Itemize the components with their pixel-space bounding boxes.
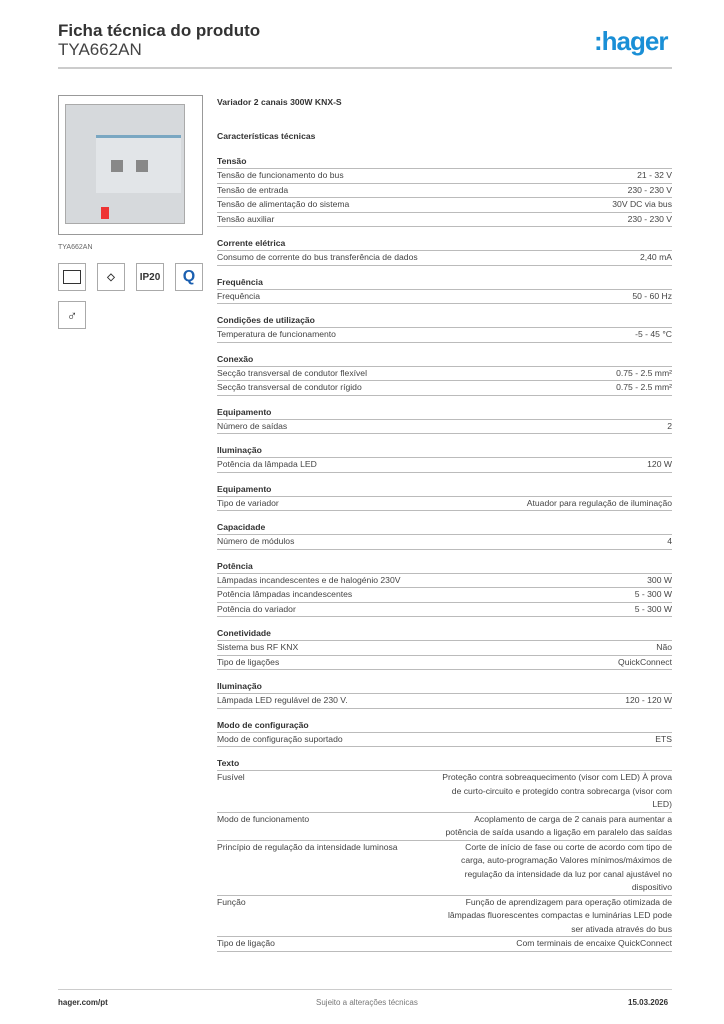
spec-value: Atuador para regulação de iluminação xyxy=(526,497,672,508)
section-heading: Iluminação xyxy=(217,680,672,694)
spec-value: 21 - 32 V xyxy=(637,170,672,180)
section-heading: Capacidade xyxy=(217,521,672,535)
spec-section xyxy=(217,276,672,305)
spec-value: Não xyxy=(656,642,672,652)
footer-date: 15.03.2026 xyxy=(628,998,669,1007)
spec-row xyxy=(217,420,672,435)
spec-value: 230 - 230 V xyxy=(627,184,672,195)
spec-label: Lâmpada LED regulável de 230 V. xyxy=(217,695,348,705)
spec-value: Proteção contra sobreaquecimento (visor com LED) À prova de curto-circuito e protegido contra sobrecarga (visor com LED) xyxy=(442,772,672,809)
section-heading: Corrente elétrica xyxy=(217,237,672,251)
spec-label: Secção transversal de condutor rígido xyxy=(217,382,362,392)
spec-value: 0.75 - 2.5 mm² xyxy=(616,382,672,392)
header-divider xyxy=(58,67,672,69)
section-heading: Texto xyxy=(217,757,672,771)
double-insulation-icon: ◇ xyxy=(97,263,125,291)
spec-value: 300 W xyxy=(647,574,672,585)
spec-value: 30V DC via bus xyxy=(612,199,672,209)
spec-section xyxy=(217,314,672,343)
spec-row xyxy=(217,535,672,550)
spec-value: 5 - 300 W xyxy=(634,603,672,614)
spec-row xyxy=(217,694,672,709)
spec-label: Tensão de funcionamento do bus xyxy=(217,170,344,180)
spec-label: Tensão de entrada xyxy=(217,184,289,195)
spec-label: Secção transversal de condutor flexível xyxy=(217,367,367,378)
section-heading: Frequência xyxy=(217,276,672,290)
spec-row xyxy=(217,656,672,671)
footer-website[interactable]: hager.com/pt xyxy=(58,998,108,1007)
spec-row xyxy=(217,896,672,938)
spec-label: Tipo de variador xyxy=(217,497,279,508)
spec-value: QuickConnect xyxy=(618,656,672,667)
spec-row xyxy=(217,497,672,512)
spec-row xyxy=(217,169,672,184)
spec-label: Tipo de ligações xyxy=(217,656,280,667)
spec-value: 120 - 120 W xyxy=(625,695,672,705)
spec-section xyxy=(217,483,672,512)
spec-row xyxy=(217,184,672,199)
spec-section xyxy=(217,444,672,473)
spec-label: Temperatura de funcionamento xyxy=(217,329,336,339)
spec-label: Função xyxy=(217,896,246,907)
spec-value: Função de aprendizagem para operação otimizada de lâmpadas fluorescentes compactas e luminárias LED pode ser ativada através do bus xyxy=(447,896,672,934)
spec-label: Consumo de corrente do bus transferência de dados xyxy=(217,252,418,262)
spec-row xyxy=(217,733,672,748)
spec-label: Potência do variador xyxy=(217,603,296,614)
spec-row xyxy=(217,813,672,841)
spec-row xyxy=(217,603,672,618)
ip20-icon: IP20 xyxy=(136,263,164,291)
device-illustration xyxy=(65,104,185,224)
spec-value: -5 - 45 °C xyxy=(635,329,672,339)
spec-value: 5 - 300 W xyxy=(634,589,672,599)
page-title: Ficha técnica do produto xyxy=(58,21,261,40)
section-heading: Equipamento xyxy=(217,483,672,497)
spec-label: Fusível xyxy=(217,772,245,782)
spec-row xyxy=(217,588,672,603)
spec-section xyxy=(217,560,672,618)
spec-value: ETS xyxy=(655,733,672,744)
spec-value: 120 W xyxy=(647,459,672,469)
product-code: TYA662AN xyxy=(58,40,142,59)
hager-logo: :hager xyxy=(594,26,668,56)
spec-row xyxy=(217,574,672,589)
spec-section xyxy=(217,719,672,748)
section-heading: Tensão xyxy=(217,155,672,169)
spec-value: 4 xyxy=(667,536,672,546)
spec-label: Potência lâmpadas incandescentes xyxy=(217,589,353,599)
spec-value: Com terminais de encaixe QuickConnect xyxy=(516,938,672,948)
spec-row xyxy=(217,290,672,305)
cable-icon xyxy=(58,263,86,291)
section-heading: Condições de utilização xyxy=(217,314,672,328)
section-heading: Conexão xyxy=(217,353,672,367)
spec-value: Acoplamento de carga de 2 canais para aumentar a potência de saída usando a ligação em paralelo das saídas xyxy=(445,813,672,837)
spec-value: 2,40 mA xyxy=(639,252,672,262)
image-caption: TYA662AN xyxy=(58,244,93,251)
spec-value: 230 - 230 V xyxy=(627,213,672,224)
spec-row xyxy=(217,458,672,473)
spec-row xyxy=(217,213,672,228)
spec-row xyxy=(217,251,672,266)
spec-section xyxy=(217,757,672,952)
spec-label: Princípio de regulação da intensidade luminosa xyxy=(217,841,398,852)
spec-section xyxy=(217,521,672,550)
spec-section xyxy=(217,353,672,396)
spec-label: Lâmpadas incandescentes e de halogénio 230V xyxy=(217,574,401,585)
spec-row xyxy=(217,367,672,382)
spec-label: Sistema bus RF KNX xyxy=(217,642,299,652)
spec-row xyxy=(217,771,672,813)
spec-section xyxy=(217,155,672,227)
spec-label: Potência da lâmpada LED xyxy=(217,459,317,469)
spec-row xyxy=(217,381,672,396)
dimmer-icon: ♂ xyxy=(58,301,86,329)
section-heading: Conetividade xyxy=(217,627,672,641)
spec-label: Tipo de ligação xyxy=(217,938,275,948)
spec-row xyxy=(217,641,672,656)
characteristics-title: Características técnicas xyxy=(217,131,316,141)
spec-label: Tensão auxiliar xyxy=(217,213,275,224)
spec-row xyxy=(217,841,672,896)
spec-label: Número de módulos xyxy=(217,536,295,546)
section-heading: Modo de configuração xyxy=(217,719,672,733)
spec-section xyxy=(217,627,672,670)
spec-label: Modo de funcionamento xyxy=(217,813,310,824)
spec-sheet xyxy=(217,97,672,962)
spec-row xyxy=(217,937,672,952)
section-heading: Potência xyxy=(217,560,672,574)
spec-section xyxy=(217,680,672,709)
quickconnect-icon: Q xyxy=(175,263,203,291)
spec-row xyxy=(217,328,672,343)
section-heading: Iluminação xyxy=(217,444,672,458)
spec-label: Frequência xyxy=(217,290,260,301)
spec-value: 2 xyxy=(667,420,672,431)
spec-value: 50 - 60 Hz xyxy=(632,290,672,301)
spec-row xyxy=(217,198,672,213)
section-heading: Equipamento xyxy=(217,406,672,420)
spec-label: Número de saídas xyxy=(217,420,288,431)
spec-value: 0.75 - 2.5 mm² xyxy=(616,367,672,378)
footer-divider xyxy=(58,989,672,990)
spec-label: Modo de configuração suportado xyxy=(217,733,343,744)
spec-sections xyxy=(217,155,672,952)
product-image xyxy=(58,95,203,235)
spec-label: Tensão de alimentação do sistema xyxy=(217,199,350,209)
product-name: Variador 2 canais 300W KNX-S xyxy=(217,97,342,107)
spec-value: Corte de início de fase ou corte de acordo com tipo de carga, auto-programação Valores mínimos/máximos de regulação da intensidade da luz por canal ajustável no dispositivo xyxy=(461,841,672,892)
footer-notice: Sujeito a alterações técnicas xyxy=(316,998,418,1007)
spec-section xyxy=(217,406,672,435)
spec-section xyxy=(217,237,672,266)
